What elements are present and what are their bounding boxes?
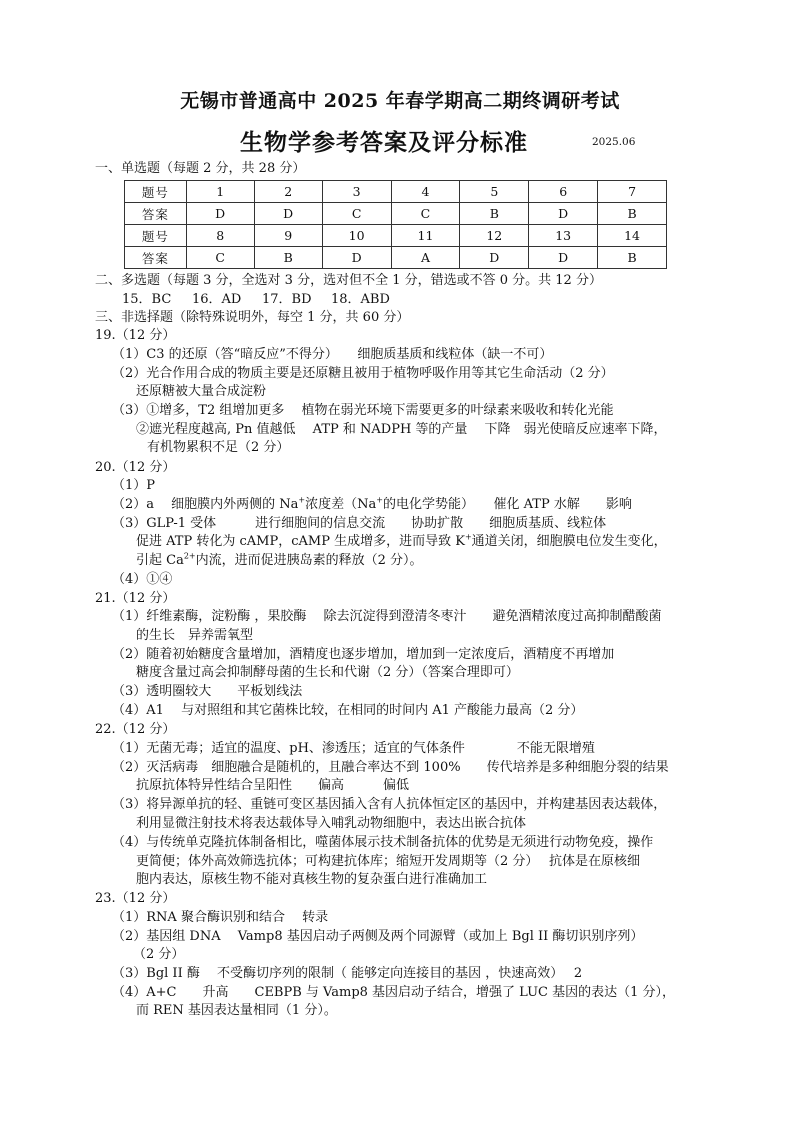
question-number: 6 — [529, 181, 598, 203]
answer-line: （1）RNA 聚合酶识别和结合 转录 — [112, 910, 329, 925]
answer-cell: C — [186, 247, 254, 269]
question-22-heading: 22.（12 分） — [95, 722, 176, 737]
answer-line: 糖度含量过高会抑制酵母菌的生长和代谢（2 分）（答案合理即可） — [136, 665, 519, 680]
section3-heading: 三、非选择题（除特殊说明外，每空 1 分，共 60 分） — [95, 310, 410, 325]
question-number: 14 — [598, 225, 667, 247]
answer-line: （2）光合作用合成的物质主要是还原糖且被用于植物呼吸作用等其它生命活动（2 分） — [112, 366, 614, 381]
question-number: 2 — [254, 181, 322, 203]
multi-answer: 16．AD — [192, 292, 242, 307]
answer-line: 胞内表达，原核生物不能对真核生物的复杂蛋白进行准确加工 — [136, 872, 488, 887]
text: 促进 ATP 转化为 cAMP，cAMP 生成增多，进而导致 K — [136, 534, 465, 549]
table-row — [125, 181, 667, 203]
question-number: 3 — [322, 181, 391, 203]
question-20-heading: 20.（12 分） — [95, 460, 176, 475]
question-number: 10 — [322, 225, 391, 247]
answer-cell: B — [598, 247, 667, 269]
superscript: + — [464, 532, 472, 542]
answer-cell: B — [460, 203, 529, 225]
answer-line: （2）灭活病毒 细胞融合是随机的，且融合率达不到 100% 传代培养是多种细胞分裂的结果 — [112, 760, 669, 775]
answer-line — [112, 496, 632, 514]
answer-line: （2 分） — [133, 947, 185, 962]
answer-cell: D — [460, 247, 529, 269]
question-number: 4 — [391, 181, 460, 203]
answer-line: （3）①增多，T2 组增加更多 植物在弱光环境下需要更多的叶绿素来吸收和转化光能 — [112, 403, 614, 418]
answer-cell: A — [391, 247, 460, 269]
row-label: 题号 — [125, 181, 187, 203]
answer-cell: D — [186, 203, 254, 225]
superscript: + — [298, 495, 306, 505]
table-row — [125, 225, 667, 247]
answer-line — [136, 533, 667, 551]
answer-line: （3）将异源单抗的轻、重链可变区基因插入含有人抗体恒定区的基因中，并构建基因表达载体， — [112, 797, 667, 812]
answer-line: 利用显微注射技术将表达载体导入哺乳动物细胞中，表达出嵌合抗体 — [136, 816, 527, 831]
answer-cell: B — [254, 247, 322, 269]
answer-cell: C — [322, 203, 391, 225]
answer-line: 更简便；体外高效筛选抗体；可构建抗体库；缩短开发周期等（2 分） 抗体是在原核细 — [136, 854, 641, 869]
answer-line: （2）基因组 DNA Vamp8 基因启动子两侧及两个同源臂（或加上 Bgl II 酶切识别序列） — [112, 929, 644, 944]
answer-cell: D — [529, 247, 598, 269]
answer-line: （3）Bgl II 酶 不受酶切序列的限制（ 能够定向连接目的基因 ，快速高效） 2 — [112, 966, 583, 981]
question-19-heading: 19.（12 分） — [95, 328, 176, 343]
answer-line: 有机物累积不足（2 分） — [147, 440, 290, 455]
answer-line: （1）纤维素酶，淀粉酶 ，果胶酶 除去沉淀得到澄清冬枣汁 避免酒精浓度过高抑制醋酸菌 — [112, 609, 662, 624]
answer-line: 的生长 异养需氧型 — [136, 628, 254, 643]
question-number: 13 — [529, 225, 598, 247]
answer-cell: D — [529, 203, 598, 225]
multi-answer: 18．ABD — [331, 292, 390, 307]
superscript: + — [376, 495, 383, 505]
multi-choice-answers — [122, 291, 390, 309]
document-date: 2025.06 — [592, 136, 636, 148]
question-number: 11 — [391, 225, 460, 247]
row-label: 答案 — [125, 203, 187, 225]
text: 引起 Ca — [136, 553, 184, 568]
question-number: 7 — [598, 181, 667, 203]
answer-line: （1）C3 的还原（答“暗反应”不得分） 细胞质基质和线粒体（缺一不可） — [112, 347, 553, 362]
text: 通道关闭，细胞膜电位发生变化， — [471, 534, 667, 549]
answer-line: 而 REN 基因表达量相同（1 分）。 — [136, 1003, 337, 1018]
answer-line: （3）透明圈较大 平板划线法 — [112, 684, 303, 699]
answer-line: 还原糖被大量合成淀粉 — [136, 384, 267, 399]
question-number: 8 — [186, 225, 254, 247]
table-row — [125, 247, 667, 269]
question-number: 9 — [254, 225, 322, 247]
document-subtitle: 生物学参考答案及评分标准 — [240, 129, 528, 156]
section2-heading: 二、多选题（每题 3 分，全选对 3 分，选对但不全 1 分，错选或不答 0 分。共 12 分） — [95, 273, 602, 288]
text: 内流，进而促进胰岛素的释放（2 分）。 — [195, 553, 423, 568]
table-row — [125, 203, 667, 225]
question-23-heading: 23.（12 分） — [95, 891, 176, 906]
answer-line: （4）与传统单克隆抗体制备相比，噬菌体展示技术制备抗体的优势是无须进行动物免疫，操作 — [112, 835, 654, 850]
text: 的电化学势能） 催化 ATP 水解 影响 — [382, 497, 632, 512]
answer-line: ②遮光程度越高, Pn 值越低 ATP 和 NADPH 等的产量 下降 弱光使暗反应速率下降， — [136, 422, 667, 437]
question-number: 5 — [460, 181, 529, 203]
multi-answer: 17．BD — [262, 292, 312, 307]
answer-cell: B — [598, 203, 667, 225]
text: （2）a 细胞膜内外两侧的 Na — [112, 497, 299, 512]
answer-cell: D — [254, 203, 322, 225]
answer-line: （2）随着初始糖度含量增加，酒精度也逐步增加，增加到一定浓度后，酒精度不再增加 — [112, 647, 615, 662]
answer-line: （1）无菌无毒；适宜的温度、pH、渗透压；适宜的气体条件 不能无限增殖 — [112, 741, 595, 756]
row-label: 答案 — [125, 247, 187, 269]
multi-answer: 15．BC — [122, 292, 172, 307]
answer-line — [136, 552, 423, 570]
section1-heading: 一、单选题（每题 2 分，共 28 分） — [95, 161, 306, 176]
exam-title: 无锡市普通高中 2025 年春学期高二期终调研考试 — [180, 90, 620, 112]
question-number: 1 — [186, 181, 254, 203]
answer-cell: C — [391, 203, 460, 225]
row-label: 题号 — [125, 225, 187, 247]
answer-line: （4）A+C 升高 CEBPB 与 Vamp8 基因启动子结合，增强了 LUC 基因的表达（1 分）， — [112, 985, 676, 1000]
answer-cell: D — [322, 247, 391, 269]
question-21-heading: 21.（12 分） — [95, 591, 176, 606]
text: 浓度差（Na — [305, 497, 377, 512]
answer-line: （3）GLP-1 受体 进行细胞间的信息交流 协助扩散 细胞质基质、线粒体 — [112, 516, 607, 531]
answer-line: 抗原抗体特异性结合呈阳性 偏高 偏低 — [136, 778, 410, 793]
single-choice-answer-table — [124, 180, 667, 269]
answer-line: （1）P — [112, 478, 156, 493]
answer-line: （4）A1 与对照组和其它菌株比较，在相同的时间内 A1 产酸能力最高（2 分） — [112, 703, 584, 718]
superscript: 2+ — [183, 551, 196, 561]
question-number: 12 — [460, 225, 529, 247]
answer-line: （4）①④ — [112, 572, 173, 587]
